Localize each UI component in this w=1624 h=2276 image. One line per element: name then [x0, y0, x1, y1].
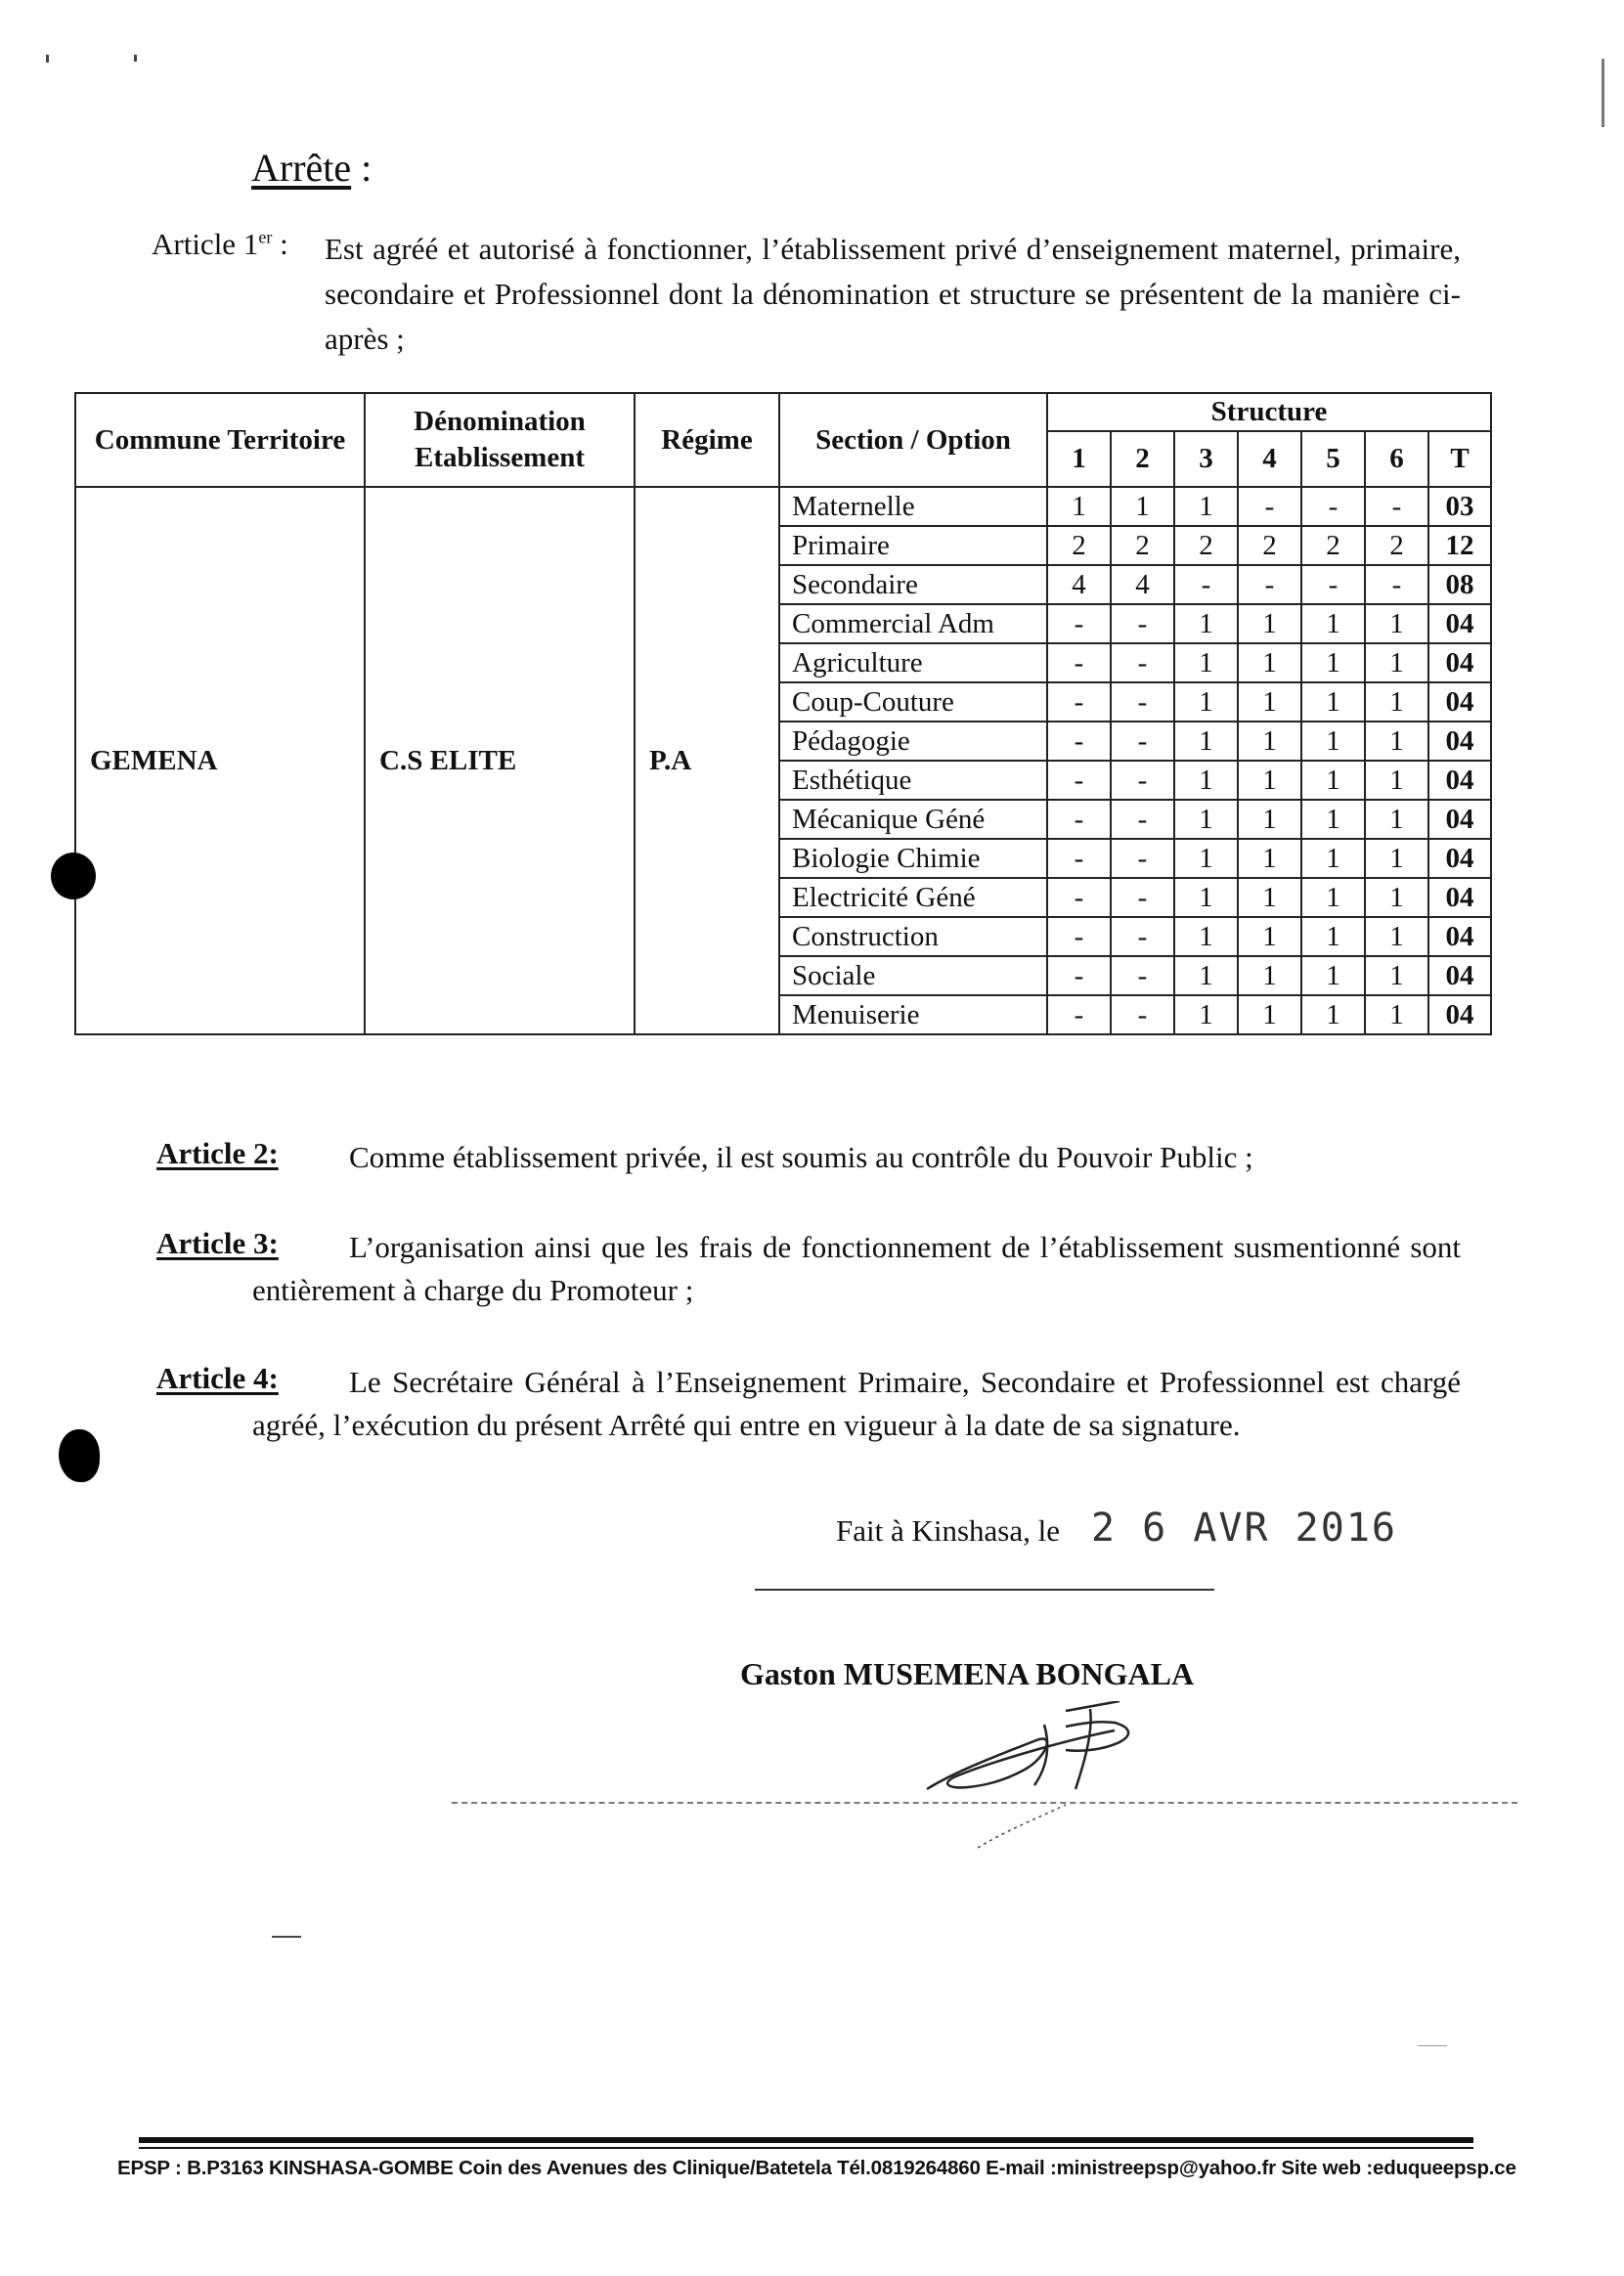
level-cell: - [1047, 878, 1111, 917]
option-cell: Coup-Couture [779, 682, 1047, 722]
regime-cell: P.A [635, 487, 779, 1034]
option-cell: Pédagogie [779, 722, 1047, 761]
total-cell: 04 [1428, 839, 1491, 878]
total-cell: 04 [1428, 800, 1491, 839]
level-cell: 1 [1047, 487, 1111, 526]
option-cell: Esthétique [779, 761, 1047, 800]
level-cell: 1 [1365, 643, 1428, 682]
level-cell: 1 [1174, 995, 1238, 1034]
header-structure: Structure [1047, 393, 1491, 431]
level-cell: 1 [1365, 839, 1428, 878]
level-cell: 1 [1365, 878, 1428, 917]
article-1-label-sep: : [272, 227, 288, 261]
level-cell: 1 [1174, 722, 1238, 761]
footer-address: EPSP : B.P3163 KINSHASA-GOMBE Coin des Avenues des Clinique/Batetela Tél.0819264860 E-mail :ministreepsp@yahoo.fr Site web :eduqueepsp.ce [117, 2157, 1516, 2179]
header-commune: Commune Territoire [75, 393, 365, 487]
level-cell: - [1111, 995, 1174, 1034]
level-cell: - [1047, 643, 1111, 682]
level-cell: - [1301, 565, 1365, 604]
level-cell: 1 [1301, 878, 1365, 917]
level-cell: 2 [1047, 526, 1111, 565]
option-cell: Secondaire [779, 565, 1047, 604]
level-cell: - [1047, 682, 1111, 722]
level-cell: 1 [1365, 995, 1428, 1034]
level-cell: - [1111, 722, 1174, 761]
level-cell: 1 [1174, 682, 1238, 722]
level-cell: - [1047, 995, 1111, 1034]
level-cell: - [1047, 956, 1111, 995]
scan-speck [46, 55, 49, 63]
header-level-4: 4 [1238, 431, 1301, 487]
date-stamp: 2 6 AVR 2016 [1091, 1506, 1397, 1551]
level-cell: 1 [1174, 487, 1238, 526]
signatory-name: Gaston MUSEMENA BONGALA [740, 1656, 1195, 1691]
option-cell: Electricité Géné [779, 878, 1047, 917]
total-cell: 08 [1428, 565, 1491, 604]
option-cell: Maternelle [779, 487, 1047, 526]
level-cell: 1 [1111, 487, 1174, 526]
level-cell: 1 [1174, 604, 1238, 643]
level-cell: 1 [1174, 800, 1238, 839]
header-level-6: 6 [1365, 431, 1428, 487]
table-row [75, 487, 1491, 526]
level-cell: 1 [1238, 839, 1301, 878]
level-cell: - [1111, 800, 1174, 839]
level-cell: - [1047, 722, 1111, 761]
level-cell: - [1111, 761, 1174, 800]
level-cell: 1 [1238, 604, 1301, 643]
level-cell: 1 [1238, 917, 1301, 956]
level-cell: - [1047, 839, 1111, 878]
level-cell: 1 [1301, 995, 1365, 1034]
article-2-text: Comme établissement privée, il est soumis au contrôle du Pouvoir Public ; [349, 1140, 1253, 1174]
total-cell: 04 [1428, 761, 1491, 800]
article-1-label [152, 227, 288, 262]
level-cell: 1 [1174, 956, 1238, 995]
article-2-label: Article 2: [156, 1136, 279, 1170]
level-cell: 2 [1111, 526, 1174, 565]
level-cell: 1 [1301, 604, 1365, 643]
signature-line [755, 1589, 1214, 1591]
level-cell: - [1111, 878, 1174, 917]
level-cell: 1 [1174, 643, 1238, 682]
level-cell: 1 [1301, 800, 1365, 839]
level-cell: 1 [1365, 722, 1428, 761]
level-cell: 1 [1238, 643, 1301, 682]
article-4-label: Article 4: [156, 1361, 279, 1395]
dashed-rule [452, 1802, 1517, 1804]
level-cell: - [1047, 761, 1111, 800]
level-cell: - [1238, 487, 1301, 526]
total-cell: 04 [1428, 956, 1491, 995]
level-cell: 1 [1238, 878, 1301, 917]
handwritten-signature [919, 1701, 1212, 1867]
level-cell: 2 [1365, 526, 1428, 565]
level-cell: 1 [1301, 917, 1365, 956]
level-cell: 4 [1111, 565, 1174, 604]
level-cell: 1 [1301, 682, 1365, 722]
total-cell: 04 [1428, 917, 1491, 956]
total-cell: 04 [1428, 682, 1491, 722]
level-cell: - [1047, 917, 1111, 956]
header-total: T [1428, 431, 1491, 487]
article-1-label-text: Article 1 [152, 227, 259, 261]
article-4-text: Le Secrétaire Général à l’Enseignement Primaire, Secondaire et Professionnel est chargé agréé, l’exécution du présent Arrêté qui entre en vigueur à la date de sa signature. [252, 1365, 1461, 1442]
total-cell: 03 [1428, 487, 1491, 526]
level-cell: 1 [1238, 761, 1301, 800]
level-cell: 1 [1301, 722, 1365, 761]
header-level-1: 1 [1047, 431, 1111, 487]
structure-table [74, 392, 1492, 1035]
punch-hole [59, 1429, 100, 1482]
level-cell: - [1365, 565, 1428, 604]
option-cell: Sociale [779, 956, 1047, 995]
decree-heading [251, 145, 372, 191]
level-cell: - [1111, 604, 1174, 643]
level-cell: - [1174, 565, 1238, 604]
header-regime: Régime [635, 393, 779, 487]
level-cell: 1 [1365, 682, 1428, 722]
level-cell: 1 [1365, 956, 1428, 995]
level-cell: 1 [1301, 643, 1365, 682]
level-cell: - [1365, 487, 1428, 526]
level-cell: 1 [1365, 800, 1428, 839]
place-date-line: Fait à Kinshasa, le [836, 1513, 1061, 1548]
level-cell: 1 [1238, 800, 1301, 839]
scan-speck [1418, 2045, 1447, 2046]
level-cell: 1 [1301, 839, 1365, 878]
level-cell: 1 [1301, 761, 1365, 800]
level-cell: 1 [1238, 722, 1301, 761]
total-cell: 04 [1428, 722, 1491, 761]
level-cell: - [1238, 565, 1301, 604]
level-cell: 1 [1365, 761, 1428, 800]
article-3-text: L’organisation ainsi que les frais de fonctionnement de l’établissement susmentionné sont entièrement à charge du Promoteur ; [252, 1230, 1461, 1307]
punch-hole [51, 853, 96, 899]
level-cell: 4 [1047, 565, 1111, 604]
level-cell: 2 [1174, 526, 1238, 565]
scan-speck [134, 55, 137, 62]
level-cell: 1 [1174, 839, 1238, 878]
level-cell: 1 [1174, 878, 1238, 917]
article-1-text: Est agréé et autorisé à fonctionner, l’établissement privé d’enseignement maternel, primaire, secondaire et Professionnel dont la dénomination et structure se présentent de la manière ci-après ; [325, 232, 1461, 356]
total-cell: 04 [1428, 604, 1491, 643]
level-cell: 2 [1301, 526, 1365, 565]
level-cell: - [1111, 956, 1174, 995]
option-cell: Menuiserie [779, 995, 1047, 1034]
level-cell: 1 [1365, 604, 1428, 643]
scan-speck [272, 1936, 301, 1938]
level-cell: 1 [1174, 917, 1238, 956]
level-cell: - [1111, 682, 1174, 722]
heading-word: Arrête [251, 146, 352, 190]
level-cell: 1 [1365, 917, 1428, 956]
heading-colon: : [351, 146, 373, 190]
total-cell: 12 [1428, 526, 1491, 565]
level-cell: 1 [1238, 682, 1301, 722]
header-denomination: Dénomination Etablissement [365, 393, 635, 487]
level-cell: - [1047, 800, 1111, 839]
level-cell: 1 [1238, 956, 1301, 995]
header-level-5: 5 [1301, 431, 1365, 487]
level-cell: - [1111, 643, 1174, 682]
header-section-option: Section / Option [779, 393, 1047, 487]
level-cell: - [1111, 917, 1174, 956]
level-cell: 1 [1174, 761, 1238, 800]
option-cell: Commercial Adm [779, 604, 1047, 643]
option-cell: Construction [779, 917, 1047, 956]
level-cell: 1 [1238, 995, 1301, 1034]
level-cell: 2 [1238, 526, 1301, 565]
etablissement-cell: C.S ELITE [365, 487, 635, 1034]
footer-rule-thin [139, 2147, 1473, 2149]
total-cell: 04 [1428, 643, 1491, 682]
level-cell: - [1301, 487, 1365, 526]
option-cell: Agriculture [779, 643, 1047, 682]
scan-edge-mark [1602, 59, 1604, 127]
article-3-label: Article 3: [156, 1226, 279, 1260]
option-cell: Primaire [779, 526, 1047, 565]
option-cell: Biologie Chimie [779, 839, 1047, 878]
article-1-label-sup: er [258, 227, 273, 247]
commune-cell: GEMENA [75, 487, 365, 1034]
level-cell: - [1047, 604, 1111, 643]
option-cell: Mécanique Géné [779, 800, 1047, 839]
footer-rule-thick [139, 2137, 1473, 2143]
header-level-2: 2 [1111, 431, 1174, 487]
level-cell: 1 [1301, 956, 1365, 995]
total-cell: 04 [1428, 878, 1491, 917]
total-cell: 04 [1428, 995, 1491, 1034]
level-cell: - [1111, 839, 1174, 878]
header-level-3: 3 [1174, 431, 1238, 487]
structure-table-body [75, 487, 1491, 1034]
